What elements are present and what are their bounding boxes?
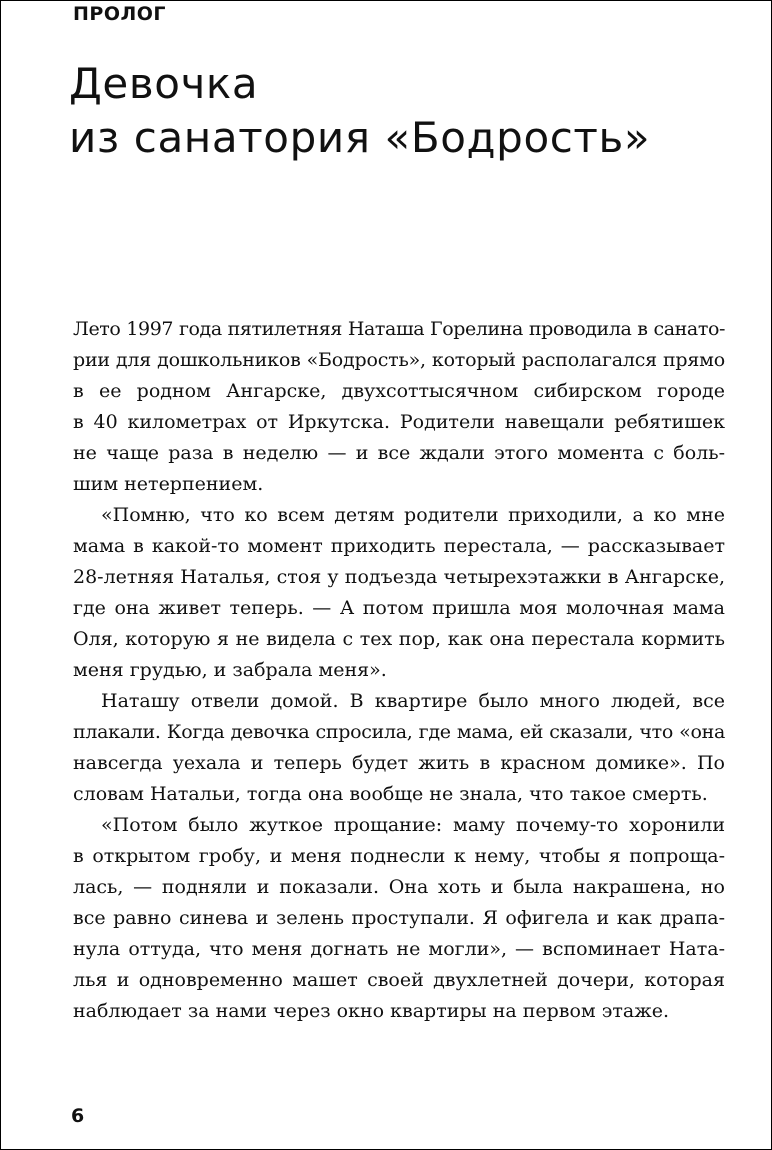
text-line: Лето 1997 года пятилетняя Наташа Горелина проводила в санато- [73,318,725,340]
text-line: 28-летняя Наталья, стоя у подъезда четырехэтажки в Ангарске, [73,566,725,588]
paragraph [73,810,725,1027]
chapter-title-line: из санатория «Бодрость» [69,113,651,162]
text-line: навсегда уехала и теперь будет жить в красном домике». По [73,752,725,774]
text-line: в открытом гробу, и меня поднесли к нему, чтобы я попроща- [73,845,725,867]
text-line: лья и одновременно машет своей двухлетней дочери, которая [73,969,725,991]
text-line: нула оттуда, что меня догнать не могли», — вспоминает Ната- [73,938,725,960]
text-line: в 40 километрах от Иркутска. Родители навещали ребятишек [73,411,725,433]
paragraph [73,500,725,686]
text-line: где она живет теперь. — А потом пришла моя молочная мама [73,597,725,619]
section-label: ПРОЛОГ [73,3,167,25]
paragraph [73,686,725,810]
chapter-title-line: Девочка [69,59,259,108]
text-line: не чаще раза в неделю — и все ждали этого момента с боль- [73,442,725,464]
text-line: плакали. Когда девочка спросила, где мама, ей сказали, что «она [73,721,725,743]
page-number: 6 [71,1105,85,1127]
text-line: меня грудью, и забрала меня». [73,659,387,681]
text-line: шим нетерпением. [73,473,264,495]
text-line: Оля, которую я не видела с тех пор, как она перестала кормить [73,628,725,650]
text-line: словам Натальи, тогда она вообще не знала, что такое смерть. [73,783,708,805]
chapter-title [69,57,650,165]
text-line: рии для дошкольников «Бодрость», который располагался прямо [73,349,725,371]
text-line: наблюдает за нами через окно квартиры на первом этаже. [73,1000,669,1022]
text-line: «Потом было жуткое прощание: маму почему-то хоронили [101,814,725,836]
text-line: все равно синева и зелень проступали. Я офигела и как драпа- [73,907,725,929]
body-text [73,314,725,1027]
text-line: в ее родном Ангарске, двухсоттысячном сибирском городе [73,380,725,402]
text-line: лась, — подняли и показали. Она хоть и была накрашена, но [73,876,725,898]
paragraph [73,314,725,500]
text-line: мама в какой-то момент приходить перестала, — рассказывает [73,535,725,557]
text-line: Наташу отвели домой. В квартире было много людей, все [101,690,725,712]
text-line: «Помню, что ко всем детям родители приходили, а ко мне [101,504,725,526]
